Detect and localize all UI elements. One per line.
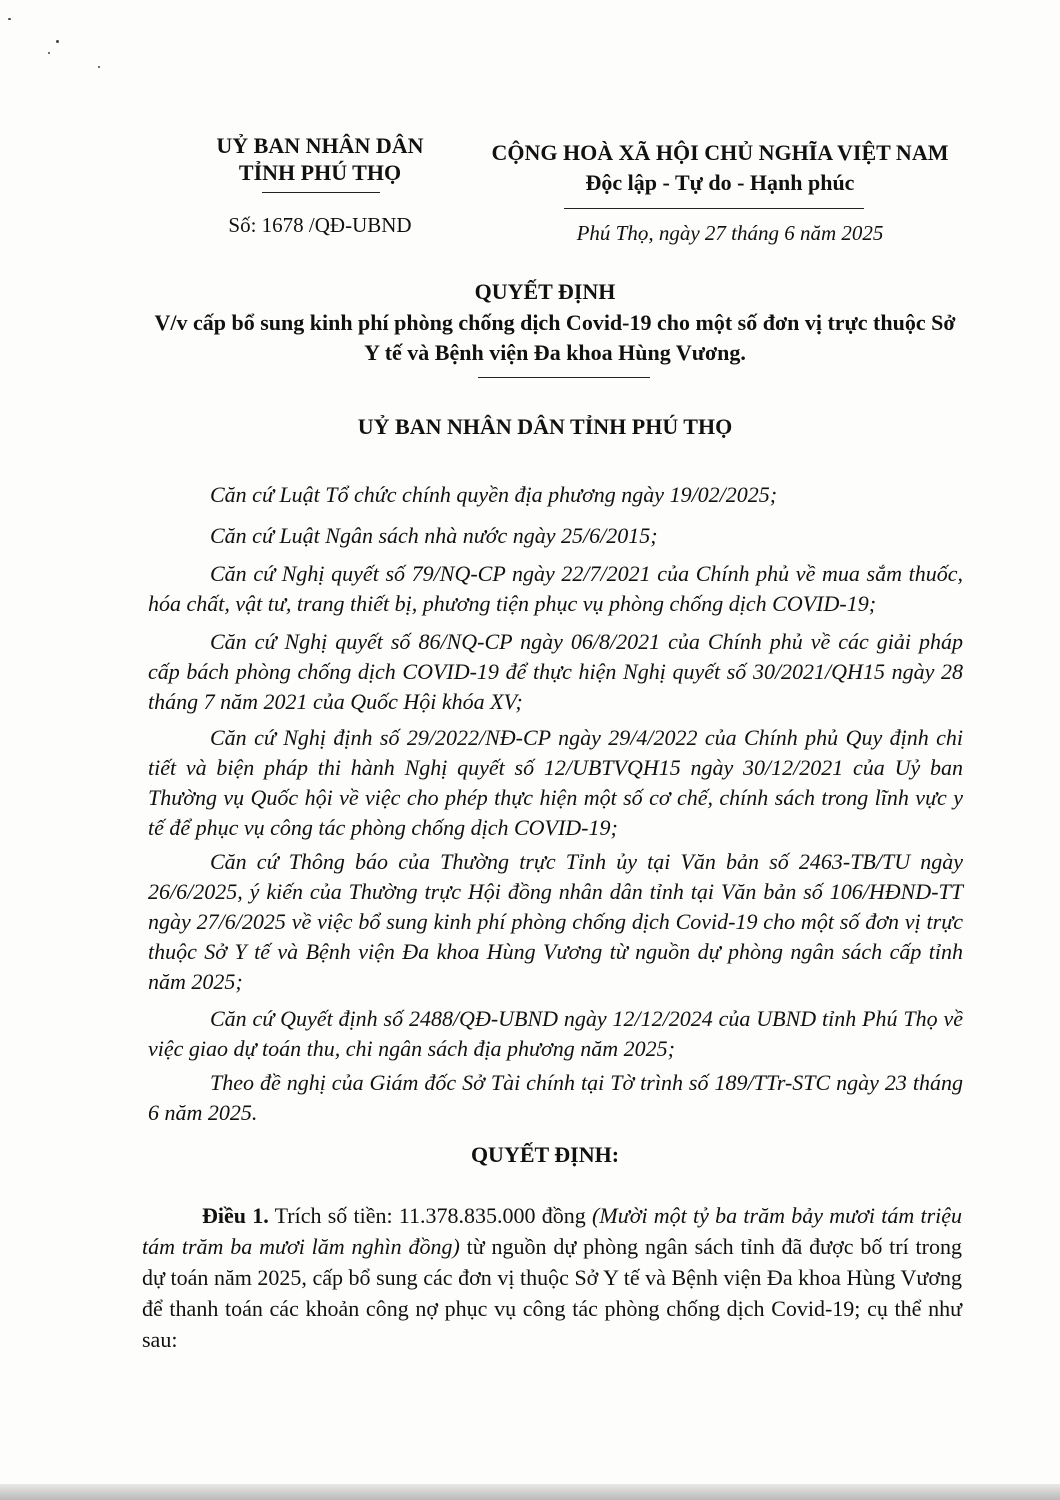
place-and-date: Phú Thọ, ngày 27 tháng 6 năm 2025 [576,221,884,245]
legal-basis-5: Căn cứ Nghị định số 29/2022/NĐ-CP ngày 29/4/2022 của Chính phủ Quy định chi tiết và biện pháp thi hành Nghị quyết số 12/UBTVQH15 ngày 30/12/2021 của Uỷ ban Thường vụ Quốc hội về việc cho phép thực hiện một số cơ chế, chính sách trong lĩnh vực y tế để phục vụ công tác phòng chống dịch COVID-19; [148,725,963,840]
scan-speck [56,40,59,43]
issuing-agency [160,132,480,186]
scan-bottom-edge [0,1484,1060,1500]
national-header [470,138,970,198]
legal-basis-4: Căn cứ Nghị quyết số 86/NQ-CP ngày 06/8/2021 của Chính phủ về các giải pháp cấp bách phòng chống dịch COVID-19 để thực hiện Nghị quyết số 30/2021/QH15 ngày 28 tháng 7 năm 2021 của Quốc Hội khóa XV; [148,629,963,714]
decision-heading: QUYẾT ĐỊNH: [470,1142,620,1167]
scan-speck [48,52,50,54]
document-number: Số: 1678 /QĐ-UBND [228,213,412,237]
subject-underline [478,377,650,378]
article-1-body: từ nguồn dự phòng ngân sách tỉnh đã được bố trí trong dự toán năm 2025, cấp bổ sung các đơn vị thuộc Sở Y tế và Bệnh viện Đa khoa Hùng Vương để thanh toán các khoản công nợ phục vụ công tác phòng chống dịch Covid-19; cụ thể như sau: [142,1234,962,1352]
legal-basis-7: Căn cứ Quyết định số 2488/QĐ-UBND ngày 12/12/2024 của UBND tỉnh Phú Thọ về việc giao dự toán thu, chi ngân sách địa phương năm 2025; [148,1006,963,1061]
legal-basis-6: Căn cứ Thông báo của Thường trực Tỉnh ủy tại Văn bản số 2463-TB/TU ngày 26/6/2025, ý kiến của Thường trực Hội đồng nhân dân tỉnh tại Văn bản số 106/HĐND-TT ngày 27/6/2025 về việc bổ sung kinh phí phòng chống dịch Covid-19 cho một số đơn vị trực thuộc Sở Y tế và Bệnh viện Đa khoa Hùng Vương từ nguồn dự phòng ngân sách cấp tỉnh năm 2025; [148,849,963,994]
agency-line-2: TỈNH PHÚ THỌ [238,160,402,185]
legal-basis-1: Căn cứ Luật Tổ chức chính quyền địa phương ngày 19/02/2025; [210,482,778,507]
article-1-label: Điều 1. [202,1203,269,1228]
scan-speck [8,18,11,20]
article-1-amount-in-words: (Mười một tỷ ba trăm bảy mươi tám triệu tám trăm ba mươi lăm nghìn đồng) [142,1203,963,1259]
agency-underline [262,192,380,193]
document-subject: V/v cấp bổ sung kinh phí phòng chống dịch Covid-19 cho một số đơn vị trực thuộc Sở Y tế và Bệnh viện Đa khoa Hùng Vương. [154,310,956,365]
legal-basis-8: Theo đề nghị của Giám đốc Sở Tài chính tại Tờ trình số 189/TTr-STC ngày 23 tháng 6 năm 2025. [148,1070,963,1125]
article-1-amount: Trích số tiền: 11.378.835.000 đồng [268,1203,593,1228]
issuing-authority: UỶ BAN NHÂN DÂN TỈNH PHÚ THỌ [357,414,733,439]
legal-basis-2: Căn cứ Luật Ngân sách nhà nước ngày 25/6/2015; [210,523,658,548]
document-title: QUYẾT ĐỊNH [474,279,616,304]
article-1 [142,1200,962,1355]
legal-basis-3: Căn cứ Nghị quyết số 79/NQ-CP ngày 22/7/2021 của Chính phủ về mua sắm thuốc, hóa chất, vật tư, trang thiết bị, phương tiện phục vụ phòng chống dịch COVID-19; [148,561,963,616]
scan-speck [98,66,100,68]
motto-underline [564,208,864,209]
nation-name: CỘNG HOÀ XÃ HỘI CHỦ NGHĨA VIỆT NAM [491,140,949,165]
agency-line-1: UỶ BAN NHÂN DÂN [216,133,424,158]
nation-motto: Độc lập - Tự do - Hạnh phúc [585,170,855,195]
